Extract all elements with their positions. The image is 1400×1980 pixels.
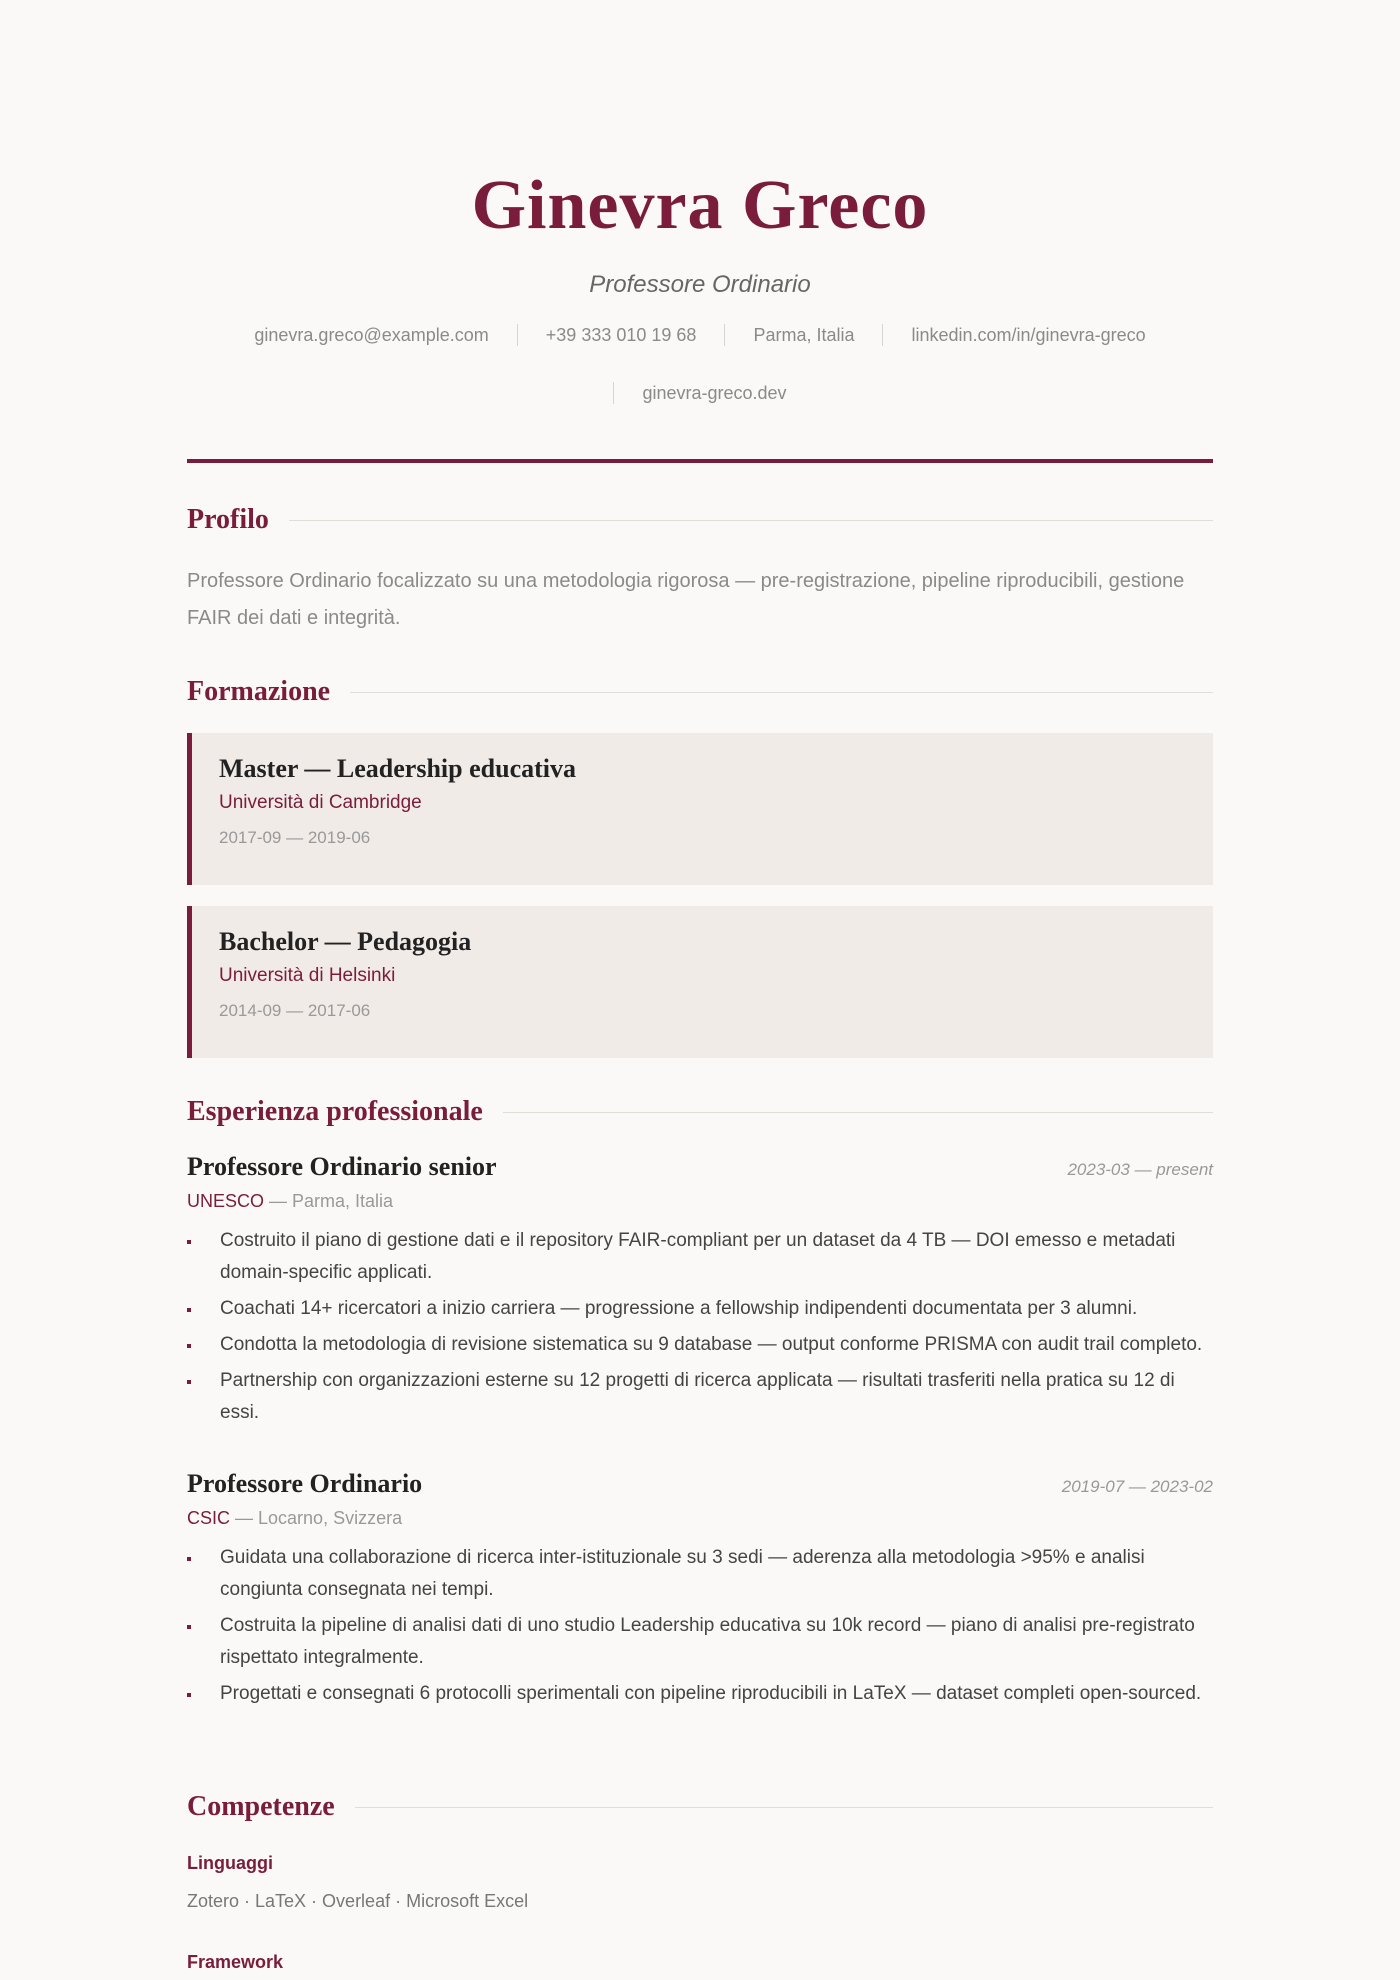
job-header — [187, 1151, 1213, 1183]
contact-phone[interactable]: +39 333 010 19 68 — [545, 325, 697, 345]
job-location: — Locarno, Svizzera — [230, 1508, 403, 1528]
contact-row — [187, 382, 1213, 404]
section-heading-experience — [187, 1095, 1213, 1129]
job-role: Professore Ordinario — [187, 1469, 423, 1498]
contact-separator — [613, 382, 614, 404]
education-school: Università di Cambridge — [219, 792, 422, 813]
job-bullets — [187, 1225, 1213, 1429]
job-role: Professore Ordinario senior — [187, 1152, 497, 1181]
job-bullet: Costruito il piano di gestione dati e il repository FAIR-compliant per un dataset da 4 TB — DOI emesso e metadati domain-specific applicati. — [187, 1225, 1213, 1289]
profile-summary: Professore Ordinario focalizzato su una metodologia rigorosa — pre-registrazione, pipeline riproducibili, gestione FAIR dei dati e integrità. — [187, 570, 1185, 629]
job-period: 2023-03 — present — [1067, 1160, 1213, 1179]
job-company: CSIC — [187, 1508, 231, 1528]
experience-entry — [187, 1468, 1213, 1714]
header-divider — [187, 459, 1213, 463]
education-degree: Bachelor — Pedagogia — [219, 927, 472, 956]
education-card — [187, 733, 1213, 885]
skill-category-name: Linguaggi — [187, 1853, 273, 1873]
job-org — [187, 1506, 1213, 1530]
contact-bar — [187, 324, 1213, 404]
section-title: Esperienza professionale — [187, 1096, 483, 1127]
section-heading-profile — [187, 503, 1213, 537]
candidate-title: Professore Ordinario — [589, 271, 811, 298]
contact-linkedin[interactable]: linkedin.com/in/ginevra-greco — [911, 325, 1146, 345]
job-period: 2019-07 — 2023-02 — [1061, 1477, 1213, 1496]
skill-category-name: Framework — [187, 1952, 284, 1972]
contact-separator — [724, 324, 725, 346]
education-card — [187, 906, 1213, 1058]
section-heading-education — [187, 675, 1213, 709]
skill-category-items: Zotero · LaTeX · Overleaf · Microsoft Excel — [187, 1891, 529, 1911]
contact-separator — [517, 324, 518, 346]
job-bullets — [187, 1542, 1213, 1710]
job-bullet: Costruita la pipeline di analisi dati di uno studio Leadership educativa su 10k record — piano di analisi pre-registrato rispettato integralmente. — [187, 1610, 1213, 1674]
section-divider — [289, 520, 1213, 521]
job-location: — Parma, Italia — [264, 1191, 394, 1211]
education-dates: 2014-09 — 2017-06 — [219, 1001, 371, 1020]
section-divider — [355, 1807, 1213, 1808]
job-bullet: Condotta la metodologia di revisione sistematica su 9 database — output conforme PRISMA con audit trail completo. — [187, 1329, 1213, 1361]
resume-content — [187, 0, 1213, 1972]
section-title: Competenze — [187, 1791, 335, 1822]
contact-website[interactable]: ginevra-greco.dev — [642, 383, 787, 403]
education-degree: Master — Leadership educativa — [219, 754, 576, 783]
resume-header — [187, 0, 1213, 404]
job-bullet: Partnership con organizzazioni esterne su 12 progetti di ricerca applicata — risultati trasferiti nella pratica su 12 di essi. — [187, 1365, 1213, 1429]
education-dates: 2017-09 — 2019-06 — [219, 828, 371, 847]
section-divider — [350, 692, 1213, 693]
contact-email[interactable]: ginevra.greco@example.com — [254, 325, 489, 345]
job-bullet: Guidata una collaborazione di ricerca inter-istituzionale su 3 sedi — aderenza alla metodologia >95% e analisi congiunta consegnata nei tempi. — [187, 1542, 1213, 1606]
section-title: Profilo — [187, 504, 269, 535]
contact-separator — [882, 324, 883, 346]
education-school: Università di Helsinki — [219, 965, 396, 986]
section-title: Formazione — [187, 676, 331, 707]
job-org — [187, 1189, 1213, 1213]
job-company: UNESCO — [187, 1191, 265, 1211]
experience-entry — [187, 1151, 1213, 1433]
candidate-name: Ginevra Greco — [471, 167, 929, 244]
contact-location: Parma, Italia — [753, 325, 855, 345]
contact-row — [187, 324, 1213, 346]
job-header — [187, 1468, 1213, 1500]
job-bullet: Coachati 14+ ricercatori a inizio carriera — progressione a fellowship indipendenti documentata per 3 alumni. — [187, 1293, 1213, 1325]
section-heading-skills — [187, 1790, 1213, 1824]
job-bullet: Progettati e consegnati 6 protocolli sperimentali con pipeline riproducibili in LaTeX — dataset completi open-sourced. — [187, 1678, 1213, 1710]
section-divider — [503, 1112, 1213, 1113]
